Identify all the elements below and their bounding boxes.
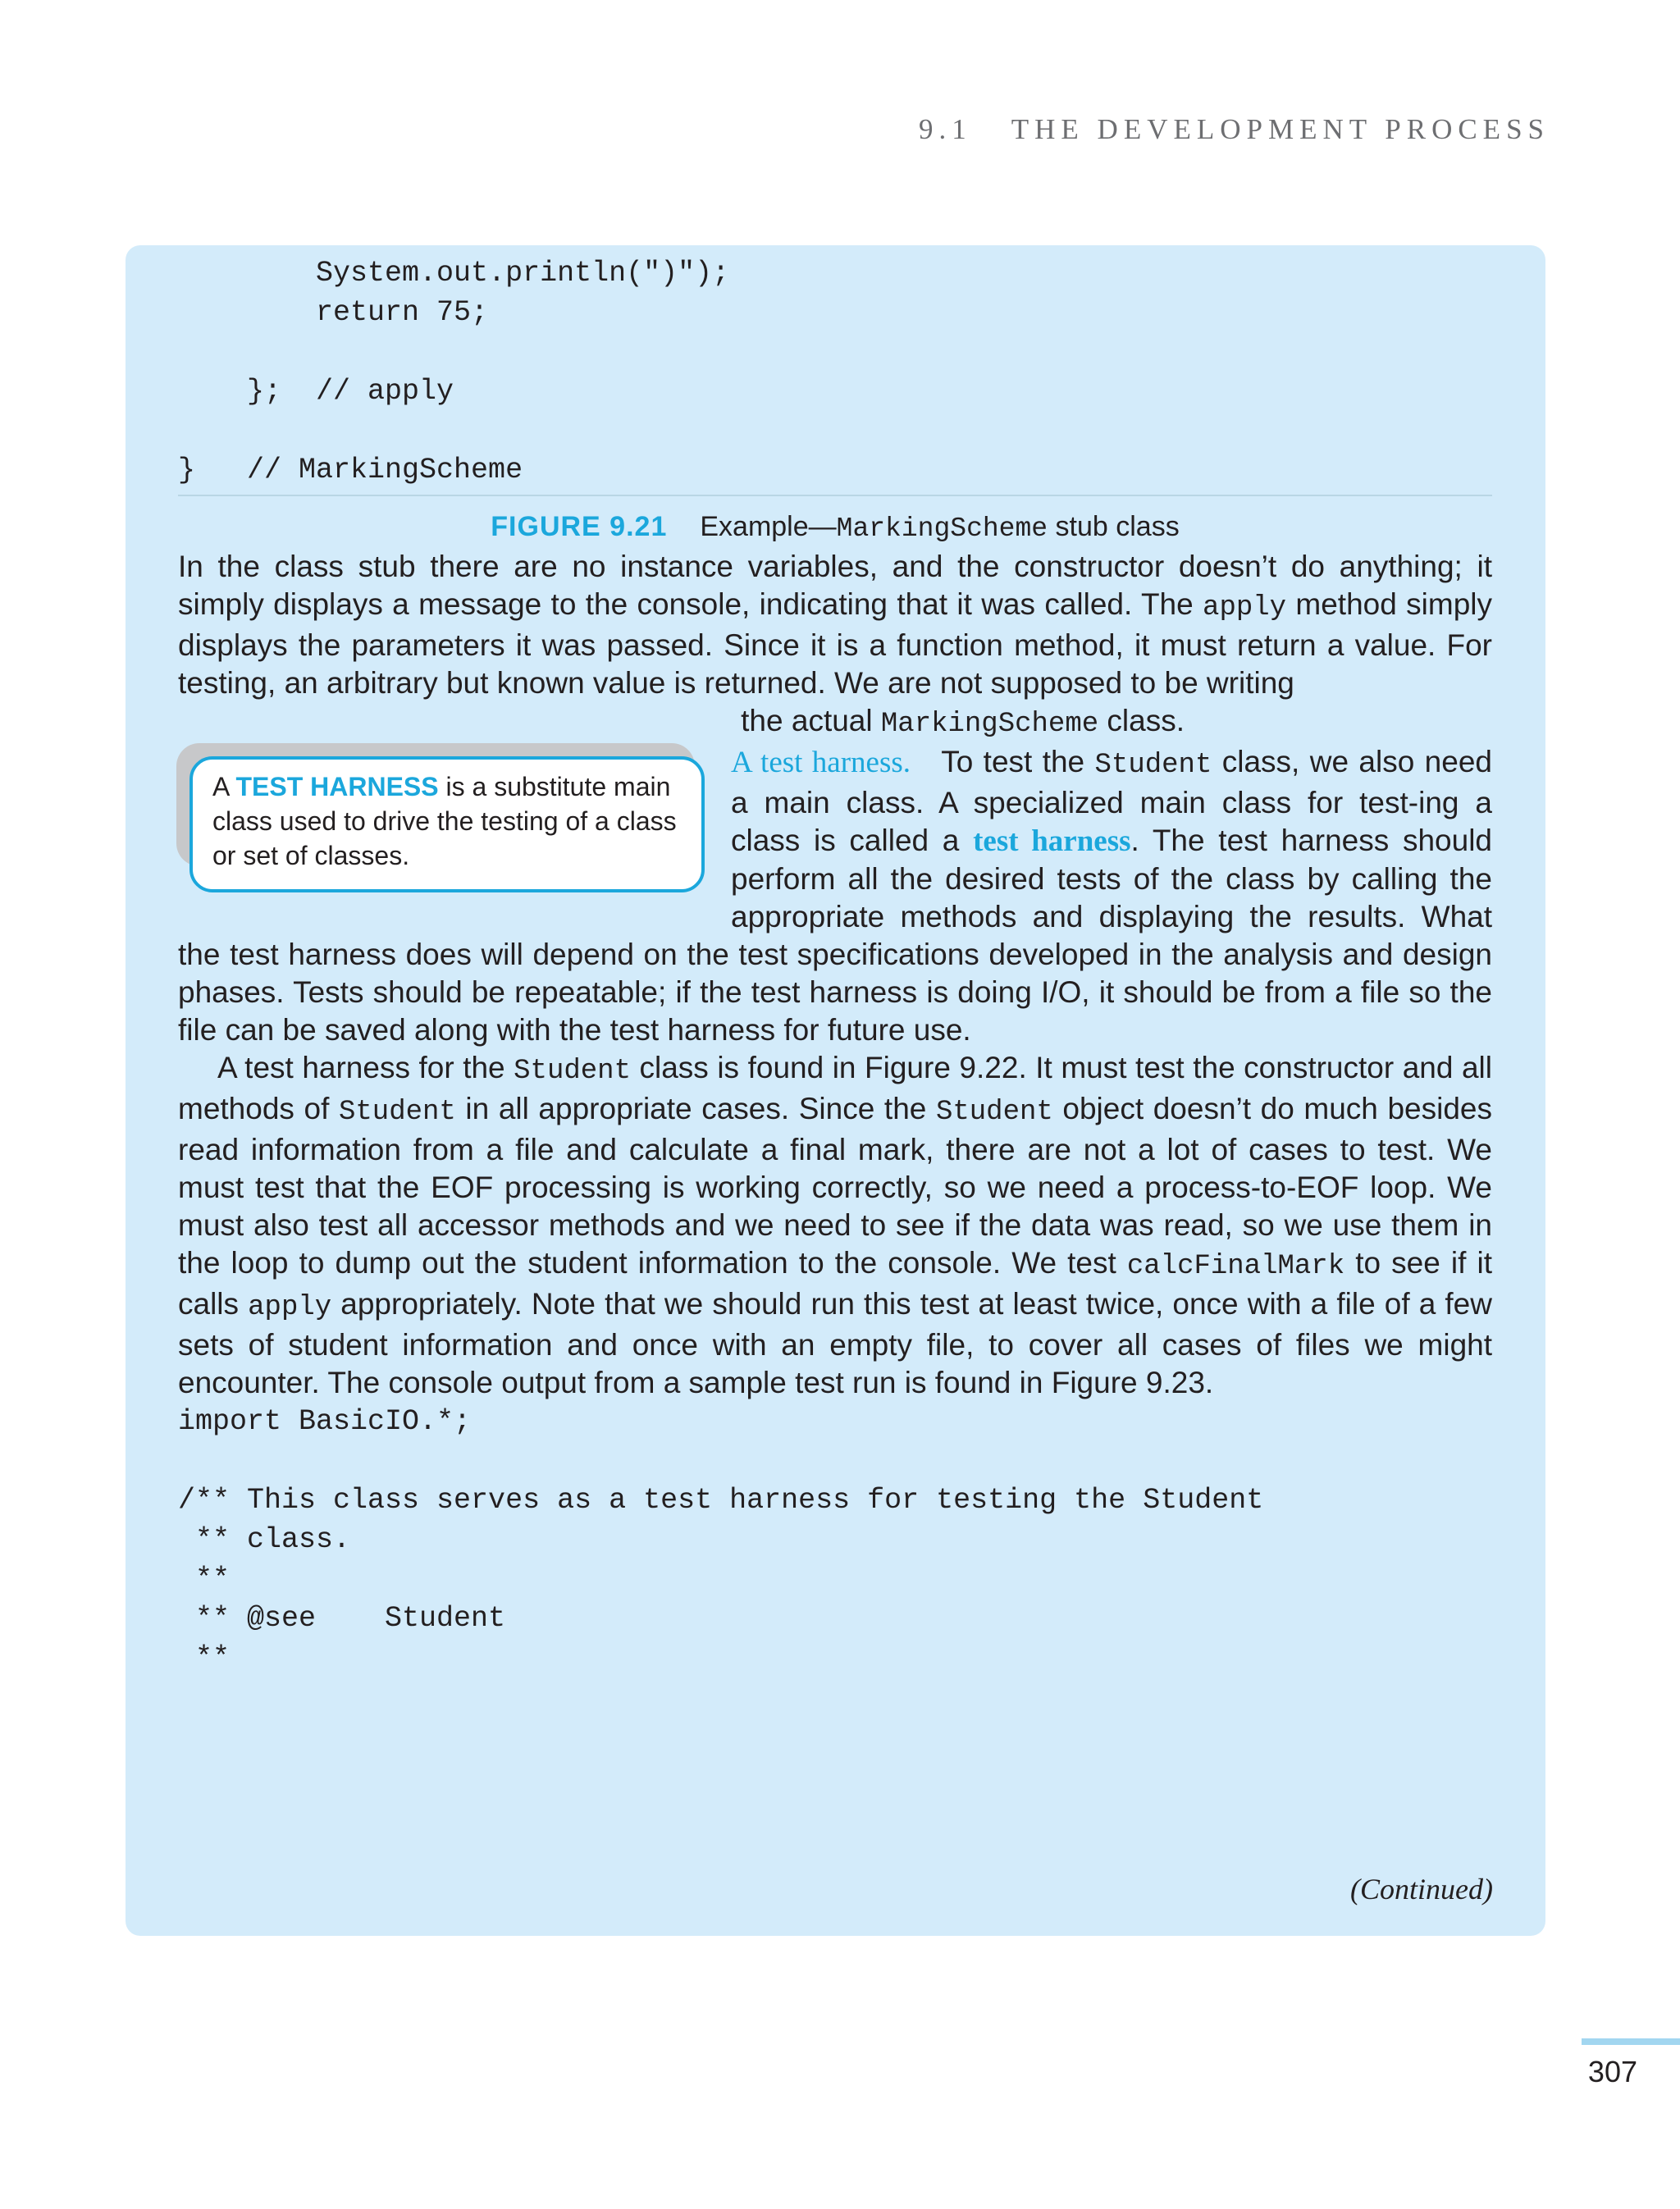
paragraph-2-text: . The test harness should perform all the desired tests of the class by calling the appropriate methods and displaying the results. What the test harness does will depend on the test specifications developed in the analysis and design phases. Tests should be repeatable; if the test harness is doing I/O, it should be from a file so the file can be saved along with the test harness for future use.: [178, 824, 1492, 1047]
paragraph-1-text: method simply displays the parameters it was passed. Since it is a function method, it must return a value. For testing, an arbitrary but known value is returned. We are not supposed to be writing: [178, 587, 1492, 700]
paragraph-3-text: appropriately. Note that we should run this test at least twice, once with a file of a few sets of student information and once with an empty file, to cover all cases of files we might encounter. The console output from a sample test run is found in Figure 9.23.: [178, 1287, 1492, 1399]
content-panel: [126, 245, 1545, 1936]
paragraph-1: [178, 548, 1492, 743]
page-number-tab: [1582, 2038, 1680, 2045]
figure-label: FIGURE 9.21: [491, 511, 668, 542]
figure-caption-code: MarkingScheme: [836, 513, 1048, 544]
paragraph-2-text: class, we also need a main class. A specialized main class for test-ing a class is called a: [731, 745, 1492, 857]
paragraph-1-text: the actual: [741, 704, 881, 737]
paragraph-1-last-line: [178, 702, 1492, 743]
paragraph-3-text: in all appropriate cases. Since the: [455, 1092, 936, 1125]
inline-code: Student: [338, 1097, 456, 1128]
inline-code: calcFinalMark: [1126, 1251, 1345, 1282]
code-listing-top: System.out.println(")"); return 75; }; // apply } // MarkingScheme: [178, 257, 730, 486]
margin-note-text: A: [212, 772, 236, 801]
inline-code: apply: [248, 1292, 332, 1323]
section-title: THE DEVELOPMENT PROCESS: [1011, 113, 1550, 145]
paragraph-1-text: In the class stub there are no instance variables, and the constructor doesn’t do anything; it simply displays a message to the console, indicating that it was called. The: [178, 550, 1492, 621]
continued-note: (Continued): [1350, 1873, 1493, 1905]
paragraph-2-text: To test the: [941, 745, 1095, 778]
inline-code: Student: [935, 1097, 1053, 1128]
margin-note-text: is a substitute main class used to drive the testing of a class or set of classes.: [212, 772, 677, 870]
paragraph-3-text: A test harness for the: [217, 1051, 514, 1084]
section-number: 9.1: [919, 113, 972, 145]
paragraph-1-text: class.: [1098, 704, 1185, 737]
panel-inner: [178, 253, 1492, 1677]
inline-code: MarkingScheme: [880, 709, 1099, 740]
run-in-head: A test harness.: [731, 746, 911, 779]
figure-caption-suffix: stub class: [1048, 511, 1180, 542]
figure-caption-prefix: Example—: [700, 511, 837, 542]
margin-note: [176, 743, 718, 907]
page-number: 307: [1587, 2055, 1637, 2088]
paragraph-3-text: object doesn’t do much besides read information from a file and calculate a final mark, there are not a lot of cases to test. We must test that the EOF processing is working correctly, so we need a process-to-EOF loop. We must also test all accessor methods and we need to see if the data was read, so we use them in the loop to dump out the student information to the console. We test: [178, 1092, 1492, 1280]
inline-code: Student: [1094, 750, 1212, 781]
margin-note-key-term: TEST HARNESS: [235, 772, 439, 801]
figure-rule: [178, 495, 1492, 496]
code-listing-bottom: import BasicIO.*; /** This class serves as a test harness for testing the Student ** class. ** ** @see Student **: [178, 1405, 1264, 1674]
figure-caption: [178, 508, 1492, 548]
margin-note-box: [189, 756, 705, 892]
inline-code: apply: [1203, 592, 1287, 623]
paragraph-3: [178, 1049, 1492, 1402]
inline-code: Student: [514, 1056, 631, 1087]
paragraph-3-text: to see if it calls: [178, 1246, 1492, 1321]
key-term: test harness: [973, 824, 1131, 858]
running-head: [919, 113, 1550, 146]
paragraph-3-text: class is found in Figure 9.22. It must test the constructor and all methods of: [178, 1051, 1492, 1125]
